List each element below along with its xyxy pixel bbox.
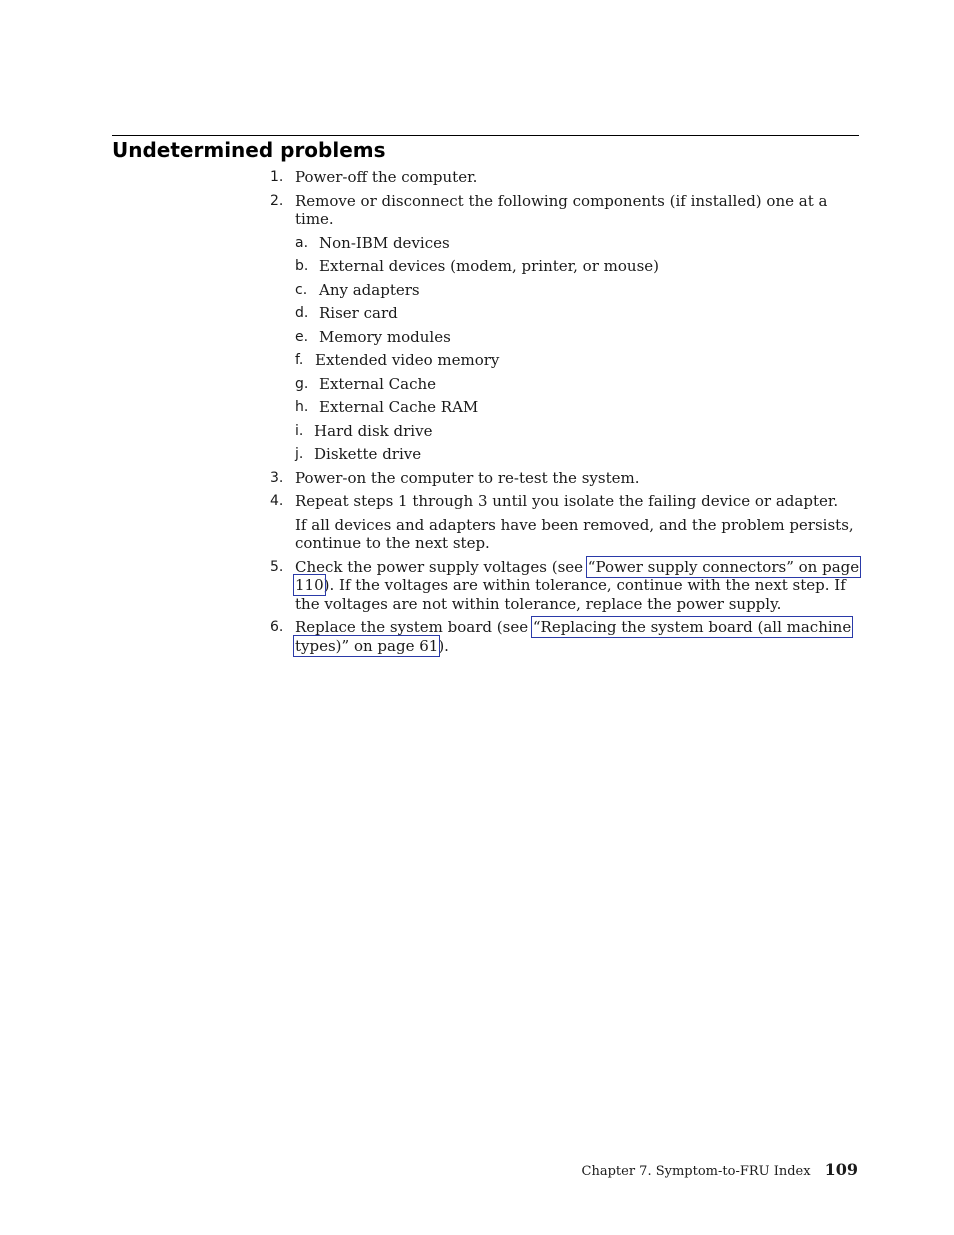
step-text-post: ). bbox=[438, 636, 449, 655]
substep-text: External Cache bbox=[319, 374, 437, 393]
substep-e bbox=[295, 328, 870, 347]
substep-letter: c. bbox=[295, 281, 308, 298]
substep-letter: h. bbox=[295, 399, 309, 415]
substep-letter: d. bbox=[295, 305, 309, 321]
step-number: 2. bbox=[270, 192, 284, 209]
substep-h bbox=[295, 398, 870, 417]
substep-g bbox=[295, 375, 870, 394]
replacing-system-board-link[interactable]: “Replacing the system board (all machine types)” on page 61 bbox=[295, 618, 852, 655]
step-text-pre: Check the power supply voltages (see bbox=[295, 557, 588, 576]
substep-j bbox=[295, 445, 870, 464]
substep-letter: j. bbox=[295, 446, 304, 462]
substep-letter: a. bbox=[295, 234, 309, 251]
step-number: 6. bbox=[270, 619, 284, 635]
substep-text: Non-IBM devices bbox=[319, 233, 450, 252]
substep-d bbox=[295, 304, 870, 323]
step-text: Power-off the computer. bbox=[295, 168, 478, 186]
substep-f bbox=[295, 351, 870, 370]
substep-letter: b. bbox=[295, 258, 309, 274]
substep-c bbox=[295, 281, 870, 300]
step-5 bbox=[270, 558, 870, 614]
chapter-title: Chapter 7. Symptom-to-FRU Index bbox=[581, 1164, 811, 1179]
substep-i bbox=[295, 422, 870, 441]
substep-a bbox=[295, 234, 870, 253]
substep-text: External Cache RAM bbox=[319, 398, 479, 416]
substep-text: External devices (modem, printer, or mouse) bbox=[319, 257, 659, 275]
step-4 bbox=[270, 492, 870, 553]
step-3 bbox=[270, 469, 870, 488]
substep-text: Extended video memory bbox=[315, 351, 500, 369]
step-text-post: ). If the voltages are within tolerance, continue with the next step. If the voltages are not within tolerance, replace the power supply. bbox=[295, 576, 846, 613]
substep-letter: f. bbox=[295, 352, 304, 368]
substep-text: Any adapters bbox=[319, 280, 420, 299]
substep-text: Riser card bbox=[319, 304, 398, 322]
substep-letter: g. bbox=[295, 375, 309, 392]
step-number: 3. bbox=[270, 469, 284, 486]
step-text: Power-on the computer to re-test the system. bbox=[295, 468, 640, 487]
page-number: 109 bbox=[824, 1160, 858, 1179]
step-number: 5. bbox=[270, 558, 284, 575]
substep-letter: e. bbox=[295, 328, 309, 345]
substep-b bbox=[295, 257, 870, 276]
step-2 bbox=[270, 192, 870, 464]
substep-text: Memory modules bbox=[319, 327, 451, 346]
step-4-note: If all devices and adapters have been removed, and the problem persists, continue to the next step. bbox=[295, 515, 854, 552]
step-number: 1. bbox=[270, 169, 284, 185]
step-text: Remove or disconnect the following components (if installed) one at a time. bbox=[295, 191, 828, 228]
step-1 bbox=[270, 168, 870, 187]
step-text-pre: Replace the system board (see bbox=[295, 618, 533, 636]
power-supply-connectors-link[interactable]: “Power supply connectors” on page 110 bbox=[295, 557, 860, 594]
substep-letter: i. bbox=[295, 422, 304, 439]
step-number: 4. bbox=[270, 493, 284, 509]
step-6 bbox=[270, 618, 870, 655]
steps-list bbox=[270, 168, 870, 660]
substep-text: Diskette drive bbox=[314, 445, 422, 463]
section-heading: Undetermined problems bbox=[112, 138, 386, 162]
step-text: Repeat steps 1 through 3 until you isolate the failing device or adapter. bbox=[295, 492, 839, 510]
page-footer bbox=[582, 1160, 858, 1182]
substep-text: Hard disk drive bbox=[314, 421, 433, 440]
